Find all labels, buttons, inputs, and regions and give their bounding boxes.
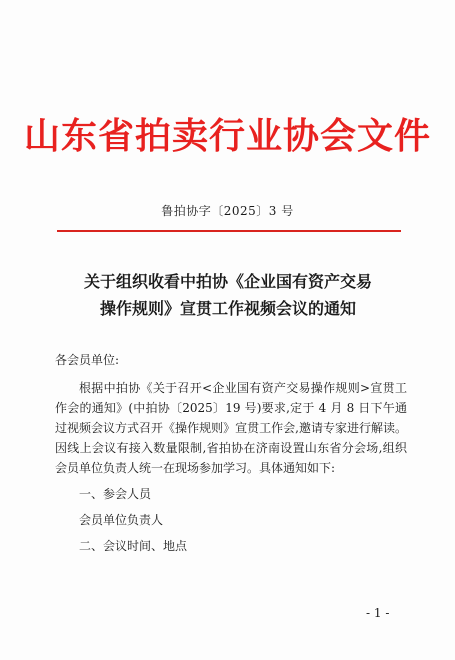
notice-body: [55, 350, 407, 556]
section-2-heading: 二、会议时间、地点: [79, 539, 188, 553]
notice-title: [55, 268, 401, 322]
body-paragraph: 根据中拍协《关于召开<企业国有资产交易操作规则>宣贯工作会的通知》(中拍协〔2025〕19 号)要求,定于 4 月 8 日下午通过视频会议方式召开《操作规则》宣贯工作会,邀请专家进行解读。因线上会议有接入数量限制,省拍协在济南设置山东省分会场,组织会员单位负责人统一在现场参加学习。具体通知如下:: [55, 381, 407, 475]
issuer-header-title: 山东省拍卖行业协会文件: [23, 115, 431, 157]
notice-title-line-1: 关于组织收看中拍协《企业国有资产交易: [83, 272, 372, 291]
salutation: 各会员单位:: [55, 353, 120, 367]
section-1-content: 会员单位负责人: [79, 513, 164, 527]
page-number: - 1 -: [366, 606, 390, 620]
notice-title-line-2: 操作规则》宣贯工作视频会议的通知: [99, 299, 356, 318]
document-number: 鲁拍协字〔2025〕3 号: [161, 204, 294, 218]
section-1-heading: 一、参会人员: [79, 487, 152, 501]
red-divider-rule: [57, 230, 401, 232]
